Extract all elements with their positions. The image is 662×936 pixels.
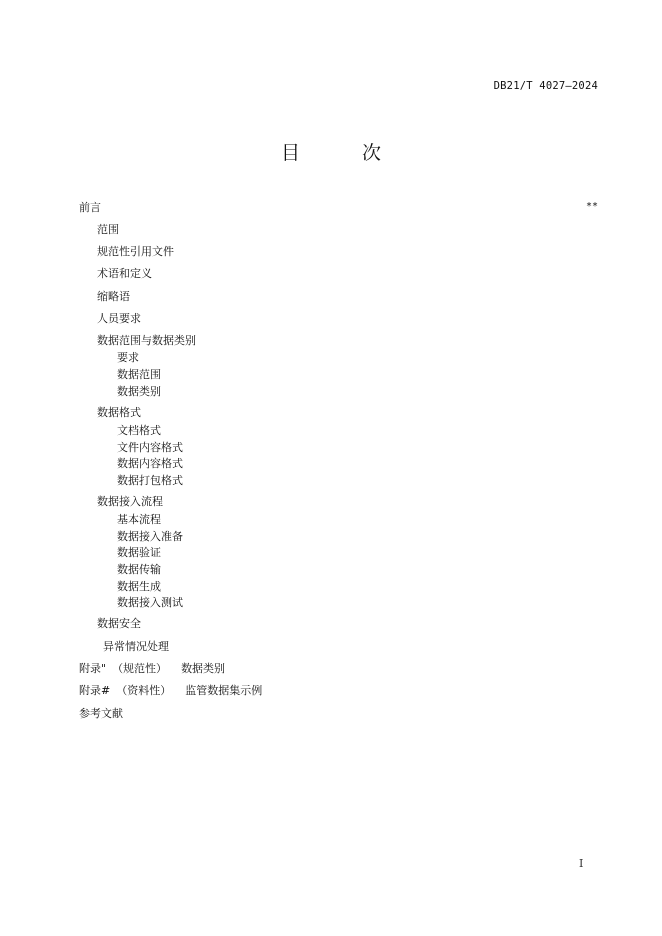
document-code: DB21/T 4027—2024 [493, 80, 598, 92]
toc-item-appendix-b[interactable] [79, 684, 262, 698]
toc-item-terms-definitions[interactable]: 术语和定义 [97, 267, 152, 280]
toc-subitem-data-content-format[interactable]: 数据内容格式 [117, 457, 183, 470]
appendix-b-prefix: 附录# [79, 684, 111, 697]
toc-subitem-requirements[interactable]: 要求 [117, 351, 139, 364]
toc-subitem-data-validation[interactable]: 数据验证 [117, 546, 161, 559]
toc-subitem-file-content-format[interactable]: 文件内容格式 [117, 441, 183, 454]
toc-item-data-security[interactable]: 数据安全 [97, 617, 141, 630]
toc-page-ref-preface: ** [585, 201, 598, 212]
toc-item-references[interactable]: 参考文献 [79, 707, 123, 720]
toc-subitem-document-format[interactable]: 文档格式 [117, 424, 161, 437]
appendix-a-tag: （规范性） [112, 662, 168, 675]
toc-item-preface[interactable]: 前言 [79, 201, 101, 214]
toc-subitem-data-category[interactable]: 数据类别 [117, 385, 161, 398]
appendix-a-name: 数据类别 [181, 662, 226, 675]
toc-item-data-access-process[interactable]: 数据接入流程 [97, 495, 163, 508]
page-number: I [579, 857, 584, 870]
toc-item-normative-references[interactable]: 规范性引用文件 [97, 245, 174, 258]
appendix-a-prefix: 附录" [79, 662, 107, 675]
toc-item-appendix-a[interactable] [79, 662, 225, 676]
toc-subitem-data-scope[interactable]: 数据范围 [117, 368, 161, 381]
toc-subitem-access-testing[interactable]: 数据接入测试 [117, 596, 183, 609]
toc-subitem-basic-process[interactable]: 基本流程 [117, 513, 161, 526]
toc-item-scope[interactable]: 范围 [97, 223, 119, 236]
toc-subitem-access-preparation[interactable]: 数据接入准备 [117, 530, 183, 543]
toc-item-personnel-requirements[interactable]: 人员要求 [97, 312, 141, 325]
toc-item-exception-handling[interactable]: 异常情况处理 [103, 640, 169, 653]
appendix-b-name: 监管数据集示例 [185, 684, 263, 697]
toc-subitem-data-packaging-format[interactable]: 数据打包格式 [117, 474, 183, 487]
toc-item-data-format[interactable]: 数据格式 [97, 406, 141, 419]
appendix-b-tag: （资料性） [116, 684, 172, 697]
toc-item-data-scope-category[interactable]: 数据范围与数据类别 [97, 334, 196, 347]
toc-item-abbreviations[interactable]: 缩略语 [97, 290, 130, 303]
toc-subitem-data-transmission[interactable]: 数据传输 [117, 563, 161, 576]
toc-title: 目 次 [280, 142, 410, 164]
toc-subitem-data-generation[interactable]: 数据生成 [117, 580, 161, 593]
